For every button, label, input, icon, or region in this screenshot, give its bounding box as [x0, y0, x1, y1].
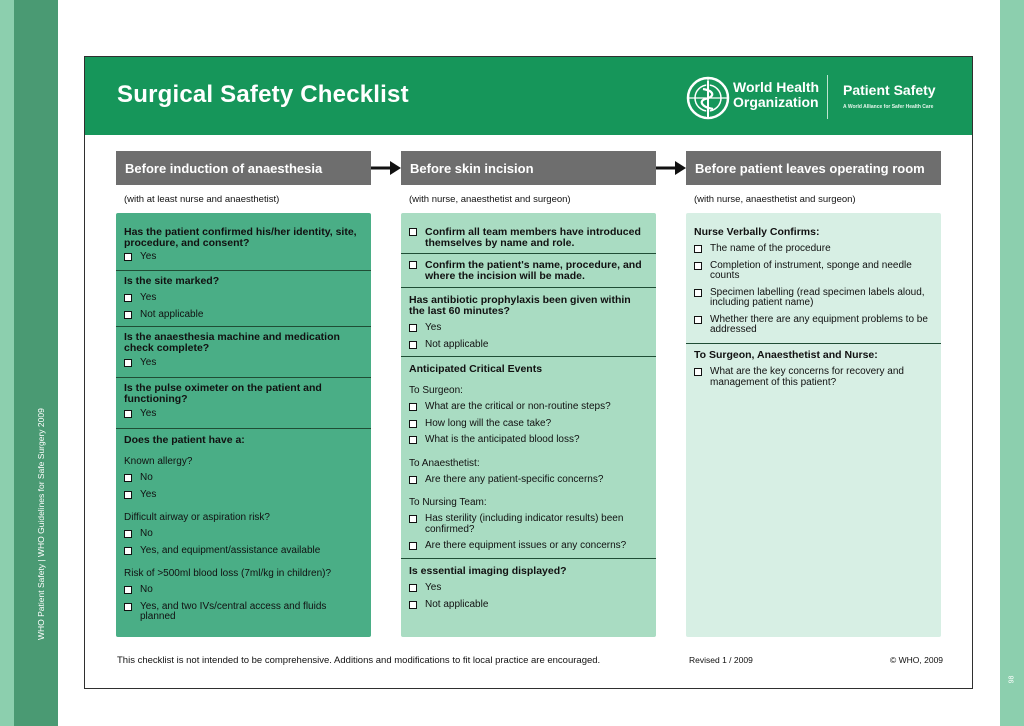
section-confirm-patient [401, 253, 656, 282]
section-site-marked [116, 270, 371, 320]
checklist-title: Surgical Safety Checklist [117, 81, 409, 108]
right-side-band [1000, 0, 1024, 726]
question-site-marked: Is the site marked? [124, 275, 220, 287]
option-equipment-problems[interactable]: Whether there are any equipment problems to be addressed [694, 315, 933, 336]
side-running-text: WHO Patient Safety | WHO Guidelines for Safe Surgery 2009 [36, 408, 46, 640]
option-blood-loss-no[interactable]: No [124, 585, 363, 596]
option-airway-no[interactable]: No [124, 529, 363, 540]
checkbox[interactable] [694, 245, 702, 253]
panel-before-leaving [686, 213, 941, 637]
option-allergy-no[interactable]: No [124, 473, 363, 484]
option-critical-steps[interactable]: What are the critical or non-routine steps? [409, 402, 648, 413]
arrow-right-icon [370, 160, 402, 176]
checkbox[interactable] [409, 584, 417, 592]
label-to-nursing-team: To Nursing Team: [409, 497, 487, 508]
checkbox[interactable] [124, 253, 132, 261]
option-identity-yes[interactable]: Yes [124, 252, 363, 263]
option-procedure-name[interactable]: The name of the procedure [694, 244, 933, 255]
who-name: World Health Organization [733, 79, 820, 110]
checkbox[interactable] [124, 474, 132, 482]
column-note-leaves: (with nurse, anaesthetist and surgeon) [694, 194, 856, 205]
checkbox[interactable] [694, 262, 702, 270]
section-anaesthesia-check [116, 326, 371, 369]
option-instrument-counts[interactable]: Completion of instrument, sponge and needle counts [694, 261, 933, 282]
option-site-not-applicable[interactable]: Not applicable [124, 310, 363, 321]
checkbox[interactable] [124, 294, 132, 302]
checkbox[interactable] [409, 515, 417, 523]
page-number: 98 [1008, 675, 1016, 684]
patient-safety-title: Patient Safety [843, 82, 936, 98]
checkbox[interactable] [409, 324, 417, 332]
option-antibiotic-yes[interactable]: Yes [409, 323, 648, 334]
option-anaesthesia-yes[interactable]: Yes [124, 358, 363, 369]
checkbox[interactable] [124, 359, 132, 367]
option-patient-concerns[interactable]: Are there any patient-specific concerns? [409, 475, 648, 486]
check-team-introduced[interactable]: Confirm all team members have introduced themselves by name and role. [409, 227, 648, 249]
who-emblem-icon [685, 75, 731, 121]
option-equipment-issues[interactable]: Are there equipment issues or any concerns? [409, 541, 648, 552]
checkbox[interactable] [124, 491, 132, 499]
option-oximeter-yes[interactable]: Yes [124, 409, 363, 420]
question-anaesthesia-check: Is the anaesthesia machine and medication check complete? [124, 331, 340, 354]
option-recovery-concerns[interactable]: What are the key concerns for recovery and management of this patient? [694, 367, 933, 388]
panel-before-induction [116, 213, 371, 637]
left-side-stripe [0, 0, 14, 726]
option-specimen-labelling[interactable]: Specimen labelling (read specimen labels aloud, including patient name) [694, 288, 933, 309]
section-patient-risks [116, 428, 371, 623]
section-critical-events [401, 356, 656, 552]
footer-revised: Revised 1 / 2009 [689, 655, 753, 665]
section-identity [116, 227, 371, 263]
column-header-leaves: Before patient leaves operating room [686, 151, 941, 185]
panel-before-incision [401, 213, 656, 637]
option-imaging-yes[interactable]: Yes [409, 583, 648, 594]
section-pulse-oximeter [116, 377, 371, 420]
checkbox[interactable] [694, 368, 702, 376]
nurse-confirms-title: Nurse Verbally Confirms: [694, 226, 820, 238]
checkbox[interactable] [124, 410, 132, 418]
section-nurse-confirms [686, 227, 941, 336]
checkbox[interactable] [124, 311, 132, 319]
checkbox[interactable] [409, 341, 417, 349]
question-antibiotic: Has antibiotic prophylaxis been given within the last 60 minutes? [409, 294, 631, 317]
footer-disclaimer: This checklist is not intended to be comprehensive. Additions and modifications to fit local practice are encouraged. [117, 655, 601, 666]
option-airway-yes[interactable]: Yes, and equipment/assistance available [124, 546, 363, 557]
checkbox[interactable] [124, 586, 132, 594]
checkbox[interactable] [124, 603, 132, 611]
checkbox[interactable] [124, 530, 132, 538]
label-to-surgeon: To Surgeon: [409, 385, 463, 396]
label-to-anaesthetist: To Anaesthetist: [409, 457, 480, 469]
column-header-incision: Before skin incision [401, 151, 656, 185]
option-case-duration[interactable]: How long will the case take? [409, 419, 648, 430]
section-team-introduced [401, 227, 656, 249]
checkbox[interactable] [694, 289, 702, 297]
critical-events-title: Anticipated Critical Events [409, 363, 543, 375]
question-pulse-oximeter: Is the pulse oximeter on the patient and functioning? [124, 382, 322, 405]
label-blood-loss-risk: Risk of >500ml blood loss (7ml/kg in children)? [124, 568, 332, 579]
option-allergy-yes[interactable]: Yes [124, 490, 363, 501]
checkbox[interactable] [124, 547, 132, 555]
check-confirm-patient[interactable]: Confirm the patient's name, procedure, and where the incision will be made. [409, 260, 648, 282]
option-site-yes[interactable]: Yes [124, 293, 363, 304]
option-imaging-not-applicable[interactable]: Not applicable [409, 600, 648, 611]
label-difficult-airway: Difficult airway or aspiration risk? [124, 512, 270, 523]
arrow-right-icon [655, 160, 687, 176]
footer-copyright: © WHO, 2009 [890, 655, 944, 665]
option-blood-loss-yes[interactable]: Yes, and two IVs/central access and fluids planned [124, 602, 363, 623]
checkbox[interactable] [409, 228, 417, 236]
label-known-allergy: Known allergy? [124, 456, 193, 467]
column-note-induction: (with at least nurse and anaesthetist) [124, 194, 280, 205]
column-note-incision: (with nurse, anaesthetist and surgeon) [409, 194, 571, 205]
checkbox[interactable] [409, 420, 417, 428]
column-header-induction: Before induction of anaesthesia [116, 151, 371, 185]
header-divider [827, 75, 828, 119]
question-identity: Has the patient confirmed his/her identity, site, procedure, and consent? [124, 226, 357, 249]
checkbox[interactable] [409, 601, 417, 609]
checkbox[interactable] [409, 542, 417, 550]
checkbox[interactable] [409, 261, 417, 269]
patient-safety-subtitle: A World Alliance for Safer Health Care [843, 104, 934, 110]
option-sterility-confirmed[interactable]: Has sterility (including indicator results) been confirmed? [409, 514, 648, 535]
checklist-card [84, 56, 973, 689]
checkbox[interactable] [409, 436, 417, 444]
checklist-header [85, 57, 972, 135]
checkbox[interactable] [409, 403, 417, 411]
checkbox[interactable] [694, 316, 702, 324]
checkbox[interactable] [409, 476, 417, 484]
section-imaging [401, 558, 656, 610]
question-imaging: Is essential imaging displayed? [409, 565, 567, 577]
option-blood-loss[interactable]: What is the anticipated blood loss? [409, 435, 648, 446]
section-antibiotic [401, 287, 656, 350]
section-recovery-concerns [686, 343, 941, 388]
question-patient-have: Does the patient have a: [124, 434, 245, 446]
team-title: To Surgeon, Anaesthetist and Nurse: [694, 349, 878, 361]
option-antibiotic-not-applicable[interactable]: Not applicable [409, 340, 648, 351]
